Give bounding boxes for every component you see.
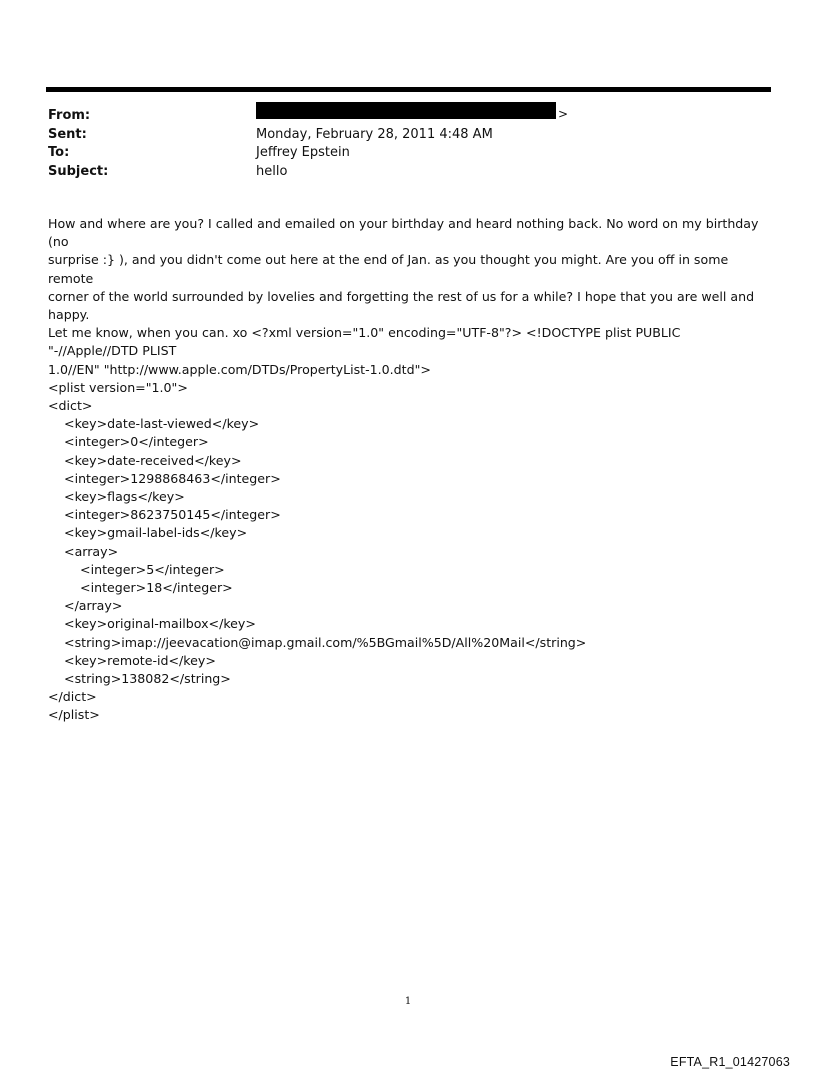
to-value: Jeffrey Epstein [256,145,350,160]
email-header [48,107,748,181]
header-divider [46,87,771,92]
from-value-tail: > [558,107,569,121]
subject-label: Subject: [48,163,109,179]
to-row [48,144,748,163]
subject-value: hello [256,163,288,179]
to-label: To: [48,145,70,160]
subject-row [48,163,748,182]
from-label: From: [48,108,91,123]
document-id: EFTA_R1_01427063 [670,1055,790,1069]
sent-value: Monday, February 28, 2011 4:48 AM [256,126,493,142]
from-row [48,107,748,126]
page-number: 1 [404,996,412,1007]
email-body: How and where are you? I called and emailed on your birthday and heard nothing back. No word on my birthday (no surprise :} ), and you didn't come out here at the end of Jan. as you thought you might. Are you off in some remote corner of the world surrounded by lovelies and forgetting the rest of us for a while? I hope that you are well and happy. Let me know, when you can. xo <?xml version="1.0" encoding="UTF-8"?> <!DOCTYPE plist PUBLIC "-//Apple//DTD PLIST 1.0//EN" "http://www.apple.com/DTDs/PropertyList-1.0.dtd"> <plist version="1.0"> <dict> <key>date-last-viewed</key> <integer>0</integer> <key>date-received</key> <integer>1298868463</integer> <key>flags</key> <integer>8623750145</integer> <key>gmail-label-ids</key> <array> <integer>5</integer> <integer>18</integer> </array> <key>original-mailbox</key> <string>imap://jeevacation@imap.gmail.com/%5BGmail%5D/All%20Mail</string> <key>remote-id</key> <string>138082</string> </dict> </plist> [48,216,759,723]
sent-row [48,126,748,145]
redaction-block [256,102,556,119]
sent-label: Sent: [48,126,87,142]
